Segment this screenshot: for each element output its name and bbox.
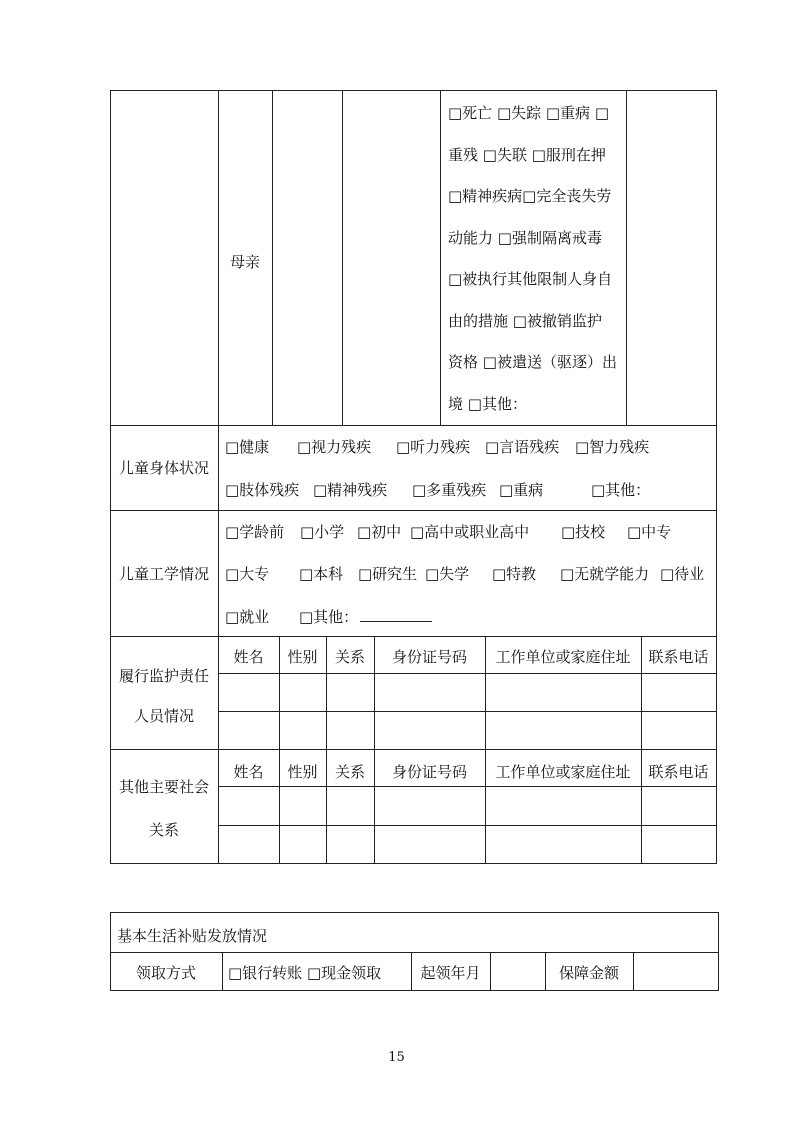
education-option[interactable]: □无就学能力: [560, 565, 650, 583]
education-option[interactable]: □初中: [357, 523, 402, 541]
education-option[interactable]: □小学: [300, 523, 345, 541]
guardian-row-line: [218, 711, 717, 712]
section-separator: [110, 425, 717, 426]
mother-col-line: [342, 90, 343, 425]
mother-col-line: [272, 90, 273, 425]
health-option[interactable]: □其他：: [591, 481, 651, 499]
health-option[interactable]: □视力残疾: [297, 438, 372, 456]
grid-col-line: [374, 636, 375, 864]
mother-status-line[interactable]: 由的措施 □被撤销监护: [448, 312, 602, 330]
health-option[interactable]: □言语残疾: [485, 438, 560, 456]
mother-status-line[interactable]: 动能力 □强制隔离戒毒: [448, 229, 602, 247]
subsidy-method-label: 领取方式: [135, 964, 196, 982]
education-other-label: □其他：: [299, 608, 359, 626]
label-column-divider: [218, 90, 219, 864]
education-option[interactable]: □本科: [299, 565, 344, 583]
mother-col-line: [440, 90, 441, 425]
guardian-header-gender: 性别: [287, 648, 318, 666]
subsidy-start-value[interactable]: [491, 953, 545, 990]
education-option[interactable]: □研究生: [358, 565, 418, 583]
guardian-label-line1: 履行监护责任: [118, 667, 209, 685]
subsidy-border-top: [110, 912, 719, 913]
education-other-blank[interactable]: [360, 607, 432, 622]
education-option[interactable]: □待业: [660, 565, 705, 583]
social-header-gender: 性别: [287, 763, 318, 781]
social-row-line: [218, 786, 717, 787]
subsidy-col-line: [222, 952, 223, 991]
mother-status-line[interactable]: 境 □其他：: [448, 395, 527, 413]
health-option[interactable]: □重病: [499, 481, 544, 499]
table-border-bottom: [110, 863, 717, 864]
guardian-header-address: 工作单位或家庭住址: [495, 648, 631, 666]
health-option[interactable]: □听力残疾: [396, 438, 471, 456]
education-option[interactable]: □学龄前: [225, 523, 285, 541]
education-option[interactable]: □中专: [627, 523, 672, 541]
subsidy-amount-value[interactable]: [634, 953, 718, 990]
guardian-header-relation: 关系: [334, 648, 365, 666]
mother-status-line[interactable]: □死亡 □失踪 □重病 □: [448, 104, 609, 122]
social-header-relation: 关系: [334, 763, 365, 781]
subsidy-title: 基本生活补贴发放情况: [117, 927, 268, 945]
education-option[interactable]: □大专: [225, 565, 270, 583]
section-separator: [110, 636, 717, 637]
subsidy-border-right: [718, 912, 719, 991]
education-option[interactable]: □就业: [225, 608, 270, 626]
social-label-line2: 关系: [148, 821, 179, 839]
social-header-name: 姓名: [233, 763, 264, 781]
grid-col-line: [485, 636, 486, 864]
grid-col-line: [641, 636, 642, 864]
mother-status-line[interactable]: □被执行其他限制人身自: [448, 270, 613, 288]
education-label: 儿童工学情况: [118, 565, 209, 583]
mother-relation-label: 母亲: [229, 253, 260, 271]
education-option[interactable]: □特教: [492, 565, 537, 583]
health-option[interactable]: □健康: [225, 438, 270, 456]
section-separator: [110, 749, 717, 750]
subsidy-start-label: 起领年月: [420, 964, 481, 982]
education-option[interactable]: □技校: [561, 523, 606, 541]
guardian-header-phone: 联系电话: [648, 648, 709, 666]
page-number: 15: [388, 1050, 405, 1065]
guardian-header-id: 身份证号码: [391, 648, 467, 666]
subsidy-amount-label: 保障金额: [558, 964, 619, 982]
subsidy-row-line: [110, 952, 719, 953]
guardian-label-line2: 人员情况: [133, 707, 194, 725]
mother-status-line[interactable]: 资格 □被遣送（驱逐）出: [448, 353, 617, 371]
health-option[interactable]: □多重残疾: [412, 481, 487, 499]
grid-col-line: [326, 636, 327, 864]
guardian-header-name: 姓名: [233, 648, 264, 666]
table-border-right: [716, 90, 717, 864]
subsidy-method-options[interactable]: □银行转账 □现金领取: [228, 964, 382, 982]
health-option[interactable]: □肢体残疾: [225, 481, 300, 499]
mother-col-line: [626, 90, 627, 425]
subsidy-border-bottom: [110, 990, 719, 991]
mother-status-line[interactable]: □精神疾病□完全丧失劳: [448, 187, 612, 205]
section-separator: [110, 510, 717, 511]
social-row-line: [218, 825, 717, 826]
education-option[interactable]: □失学: [425, 565, 470, 583]
social-label-line1: 其他主要社会: [118, 778, 209, 796]
social-header-id: 身份证号码: [391, 763, 467, 781]
social-header-address: 工作单位或家庭住址: [495, 763, 631, 781]
health-label: 儿童身体状况: [118, 459, 209, 477]
grid-col-line: [279, 636, 280, 864]
guardian-row-line: [218, 673, 717, 674]
social-header-phone: 联系电话: [648, 763, 709, 781]
health-option[interactable]: □精神残疾: [313, 481, 388, 499]
mother-status-line[interactable]: 重残 □失联 □服刑在押: [448, 146, 606, 164]
health-option[interactable]: □智力残疾: [575, 438, 650, 456]
education-other-option[interactable]: [299, 607, 432, 627]
education-option[interactable]: □高中或职业高中: [410, 523, 530, 541]
